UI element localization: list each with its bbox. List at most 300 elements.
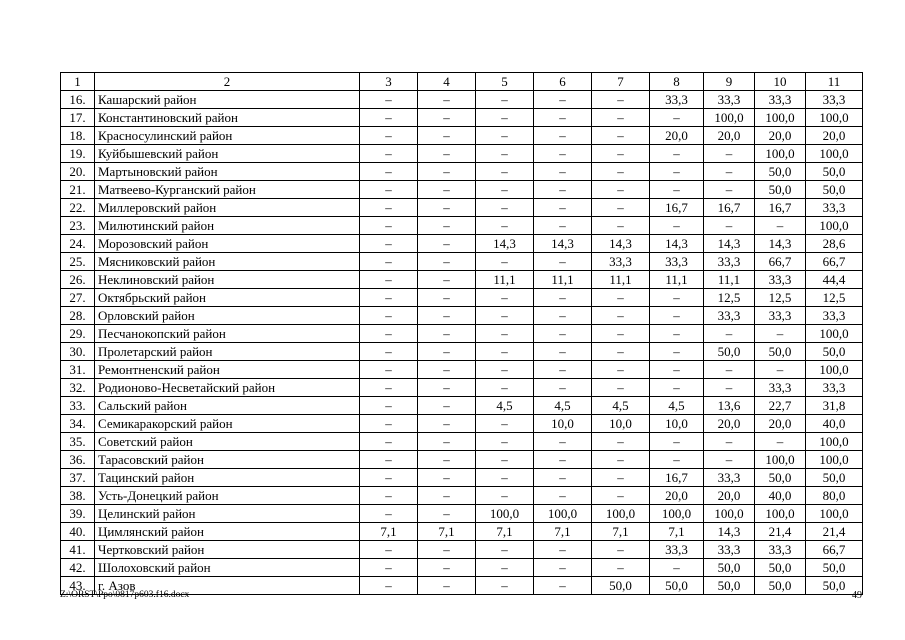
table-row <box>61 433 863 451</box>
value-cell: 50,0 <box>755 559 806 577</box>
value-cell: 100,0 <box>755 145 806 163</box>
district-name-cell: Морозовский район <box>95 235 360 253</box>
column-header-6: 6 <box>534 73 592 91</box>
value-cell: 7,1 <box>534 523 592 541</box>
row-number-cell: 29. <box>61 325 95 343</box>
value-cell: 13,6 <box>704 397 755 415</box>
value-cell: 100,0 <box>806 505 863 523</box>
row-number-cell: 41. <box>61 541 95 559</box>
district-name-cell: Куйбышевский район <box>95 145 360 163</box>
value-cell: 33,3 <box>806 307 863 325</box>
value-cell: 16,7 <box>650 199 704 217</box>
value-cell: – <box>360 361 418 379</box>
value-cell: 66,7 <box>806 541 863 559</box>
row-number-cell: 20. <box>61 163 95 181</box>
district-name-cell: г. Азов <box>95 577 360 595</box>
value-cell: – <box>592 289 650 307</box>
value-cell: – <box>534 541 592 559</box>
value-cell: – <box>755 217 806 235</box>
value-cell: – <box>476 487 534 505</box>
table-row <box>61 91 863 109</box>
value-cell: – <box>592 541 650 559</box>
value-cell: – <box>592 361 650 379</box>
table-row <box>61 415 863 433</box>
district-name-cell: Мясниковский район <box>95 253 360 271</box>
value-cell: 20,0 <box>704 415 755 433</box>
value-cell: – <box>592 325 650 343</box>
value-cell: – <box>755 361 806 379</box>
value-cell: – <box>360 433 418 451</box>
value-cell: – <box>755 433 806 451</box>
value-cell: 4,5 <box>476 397 534 415</box>
value-cell: – <box>534 253 592 271</box>
value-cell: – <box>360 199 418 217</box>
value-cell: – <box>418 253 476 271</box>
value-cell: – <box>360 577 418 595</box>
value-cell: 14,3 <box>592 235 650 253</box>
value-cell: – <box>360 181 418 199</box>
value-cell: – <box>360 91 418 109</box>
value-cell: – <box>534 433 592 451</box>
value-cell: 100,0 <box>704 109 755 127</box>
value-cell: – <box>592 487 650 505</box>
value-cell: – <box>418 343 476 361</box>
value-cell: 20,0 <box>650 127 704 145</box>
value-cell: – <box>360 379 418 397</box>
value-cell: – <box>418 415 476 433</box>
value-cell: – <box>418 559 476 577</box>
value-cell: 14,3 <box>650 235 704 253</box>
value-cell: 33,3 <box>755 541 806 559</box>
value-cell: 50,0 <box>806 343 863 361</box>
district-name-cell: Целинский район <box>95 505 360 523</box>
value-cell: 11,1 <box>650 271 704 289</box>
value-cell: – <box>476 469 534 487</box>
value-cell: – <box>418 163 476 181</box>
value-cell: 100,0 <box>534 505 592 523</box>
value-cell: – <box>360 415 418 433</box>
value-cell: – <box>418 145 476 163</box>
value-cell: – <box>418 505 476 523</box>
value-cell: 14,3 <box>704 523 755 541</box>
value-cell: 7,1 <box>476 523 534 541</box>
value-cell: 14,3 <box>476 235 534 253</box>
row-number-cell: 31. <box>61 361 95 379</box>
value-cell: – <box>592 217 650 235</box>
table-row <box>61 541 863 559</box>
value-cell: 31,8 <box>806 397 863 415</box>
value-cell: – <box>650 181 704 199</box>
table-row <box>61 289 863 307</box>
value-cell: – <box>534 559 592 577</box>
value-cell: 11,1 <box>592 271 650 289</box>
table-row <box>61 217 863 235</box>
value-cell: – <box>360 145 418 163</box>
value-cell: – <box>418 541 476 559</box>
value-cell: – <box>476 451 534 469</box>
value-cell: 100,0 <box>806 145 863 163</box>
value-cell: 7,1 <box>650 523 704 541</box>
value-cell: 14,3 <box>704 235 755 253</box>
value-cell: 40,0 <box>806 415 863 433</box>
value-cell: – <box>534 91 592 109</box>
value-cell: – <box>476 541 534 559</box>
value-cell: – <box>534 217 592 235</box>
value-cell: 50,0 <box>755 181 806 199</box>
table-row <box>61 451 863 469</box>
value-cell: – <box>418 433 476 451</box>
value-cell: 7,1 <box>418 523 476 541</box>
value-cell: – <box>592 199 650 217</box>
value-cell: – <box>592 127 650 145</box>
value-cell: – <box>476 577 534 595</box>
value-cell: – <box>534 307 592 325</box>
value-cell: – <box>650 289 704 307</box>
value-cell: – <box>704 217 755 235</box>
table-row <box>61 469 863 487</box>
value-cell: – <box>418 91 476 109</box>
column-header-4: 4 <box>418 73 476 91</box>
row-number-cell: 37. <box>61 469 95 487</box>
value-cell: 33,3 <box>704 541 755 559</box>
value-cell: 28,6 <box>806 235 863 253</box>
value-cell: – <box>476 253 534 271</box>
value-cell: – <box>418 487 476 505</box>
value-cell: – <box>418 397 476 415</box>
value-cell: – <box>476 217 534 235</box>
table-row <box>61 199 863 217</box>
value-cell: – <box>360 271 418 289</box>
table-row <box>61 397 863 415</box>
district-name-cell: Константиновский район <box>95 109 360 127</box>
value-cell: 20,0 <box>704 487 755 505</box>
row-number-cell: 21. <box>61 181 95 199</box>
table-row <box>61 559 863 577</box>
district-name-cell: Кашарский район <box>95 91 360 109</box>
district-name-cell: Чертковский район <box>95 541 360 559</box>
value-cell: 50,0 <box>755 469 806 487</box>
value-cell: – <box>650 433 704 451</box>
value-cell: 33,3 <box>755 379 806 397</box>
value-cell: – <box>704 379 755 397</box>
value-cell: – <box>534 361 592 379</box>
value-cell: 66,7 <box>755 253 806 271</box>
table-row <box>61 307 863 325</box>
row-number-cell: 35. <box>61 433 95 451</box>
value-cell: – <box>476 199 534 217</box>
district-name-cell: Тарасовский район <box>95 451 360 469</box>
value-cell: 100,0 <box>755 505 806 523</box>
table-row <box>61 361 863 379</box>
value-cell: 33,3 <box>704 469 755 487</box>
value-cell: 16,7 <box>755 199 806 217</box>
row-number-cell: 25. <box>61 253 95 271</box>
value-cell: – <box>476 127 534 145</box>
value-cell: 50,0 <box>806 559 863 577</box>
table-row <box>61 523 863 541</box>
value-cell: 80,0 <box>806 487 863 505</box>
value-cell: 33,3 <box>650 541 704 559</box>
value-cell: 66,7 <box>806 253 863 271</box>
value-cell: – <box>360 505 418 523</box>
value-cell: – <box>592 433 650 451</box>
value-cell: – <box>650 343 704 361</box>
table-row <box>61 127 863 145</box>
value-cell: 50,0 <box>806 577 863 595</box>
value-cell: 100,0 <box>806 217 863 235</box>
value-cell: 50,0 <box>704 559 755 577</box>
value-cell: – <box>476 325 534 343</box>
value-cell: – <box>534 127 592 145</box>
district-name-cell: Родионово-Несветайский район <box>95 379 360 397</box>
value-cell: 33,3 <box>755 271 806 289</box>
value-cell: – <box>476 163 534 181</box>
value-cell: – <box>592 163 650 181</box>
district-name-cell: Цимлянский район <box>95 523 360 541</box>
value-cell: 100,0 <box>755 109 806 127</box>
value-cell: 33,3 <box>806 379 863 397</box>
value-cell: – <box>360 343 418 361</box>
row-number-cell: 38. <box>61 487 95 505</box>
row-number-cell: 33. <box>61 397 95 415</box>
row-number-cell: 34. <box>61 415 95 433</box>
value-cell: – <box>360 217 418 235</box>
value-cell: 100,0 <box>704 505 755 523</box>
value-cell: – <box>592 145 650 163</box>
value-cell: 100,0 <box>755 451 806 469</box>
value-cell: – <box>476 433 534 451</box>
value-cell: 4,5 <box>534 397 592 415</box>
value-cell: 100,0 <box>806 433 863 451</box>
district-name-cell: Ремонтненский район <box>95 361 360 379</box>
table-header-row <box>61 73 863 91</box>
value-cell: 14,3 <box>755 235 806 253</box>
table-row <box>61 145 863 163</box>
value-cell: 50,0 <box>650 577 704 595</box>
value-cell: 44,4 <box>806 271 863 289</box>
value-cell: – <box>360 451 418 469</box>
value-cell: 33,3 <box>650 253 704 271</box>
value-cell: 4,5 <box>650 397 704 415</box>
row-number-cell: 18. <box>61 127 95 145</box>
value-cell: – <box>360 559 418 577</box>
value-cell: – <box>476 109 534 127</box>
value-cell: – <box>704 451 755 469</box>
value-cell: – <box>418 577 476 595</box>
value-cell: – <box>360 109 418 127</box>
row-number-cell: 27. <box>61 289 95 307</box>
value-cell: 33,3 <box>704 307 755 325</box>
value-cell: – <box>418 217 476 235</box>
row-number-cell: 32. <box>61 379 95 397</box>
row-number-cell: 24. <box>61 235 95 253</box>
value-cell: – <box>476 559 534 577</box>
value-cell: 11,1 <box>704 271 755 289</box>
value-cell: – <box>534 109 592 127</box>
value-cell: – <box>650 451 704 469</box>
value-cell: – <box>592 181 650 199</box>
value-cell: 50,0 <box>592 577 650 595</box>
value-cell: 4,5 <box>592 397 650 415</box>
table-row <box>61 181 863 199</box>
column-header-11: 11 <box>806 73 863 91</box>
value-cell: – <box>418 127 476 145</box>
value-cell: – <box>476 343 534 361</box>
value-cell: – <box>476 379 534 397</box>
value-cell: 12,5 <box>704 289 755 307</box>
district-name-cell: Семикаракорский район <box>95 415 360 433</box>
value-cell: – <box>650 325 704 343</box>
value-cell: – <box>534 325 592 343</box>
value-cell: – <box>418 379 476 397</box>
column-header-2: 2 <box>95 73 360 91</box>
value-cell: – <box>476 415 534 433</box>
value-cell: – <box>592 469 650 487</box>
value-cell: 40,0 <box>755 487 806 505</box>
value-cell: – <box>592 91 650 109</box>
row-number-cell: 30. <box>61 343 95 361</box>
row-number-cell: 40. <box>61 523 95 541</box>
value-cell: 11,1 <box>476 271 534 289</box>
table-row <box>61 253 863 271</box>
value-cell: 7,1 <box>592 523 650 541</box>
value-cell: – <box>704 433 755 451</box>
value-cell: – <box>592 559 650 577</box>
value-cell: 21,4 <box>806 523 863 541</box>
row-number-cell: 17. <box>61 109 95 127</box>
district-name-cell: Пролетарский район <box>95 343 360 361</box>
row-number-cell: 16. <box>61 91 95 109</box>
value-cell: 50,0 <box>806 163 863 181</box>
district-name-cell: Советский район <box>95 433 360 451</box>
value-cell: 14,3 <box>534 235 592 253</box>
column-header-10: 10 <box>755 73 806 91</box>
district-name-cell: Миллеровский район <box>95 199 360 217</box>
value-cell: – <box>534 181 592 199</box>
value-cell: – <box>650 163 704 181</box>
value-cell: 33,3 <box>755 91 806 109</box>
value-cell: – <box>534 487 592 505</box>
value-cell: – <box>476 91 534 109</box>
value-cell: 20,0 <box>806 127 863 145</box>
value-cell: 100,0 <box>592 505 650 523</box>
footer-file-path: Z:\ORST\Ppo\0817p603.f16.docx <box>60 590 190 600</box>
row-number-cell: 19. <box>61 145 95 163</box>
value-cell: 100,0 <box>806 361 863 379</box>
value-cell: – <box>476 361 534 379</box>
value-cell: – <box>592 343 650 361</box>
value-cell: – <box>360 307 418 325</box>
table-body <box>61 91 863 595</box>
column-header-3: 3 <box>360 73 418 91</box>
value-cell: – <box>360 289 418 307</box>
value-cell: – <box>592 379 650 397</box>
value-cell: – <box>360 163 418 181</box>
value-cell: – <box>418 361 476 379</box>
value-cell: – <box>360 253 418 271</box>
value-cell: 50,0 <box>806 469 863 487</box>
value-cell: 20,0 <box>755 415 806 433</box>
value-cell: 12,5 <box>806 289 863 307</box>
value-cell: – <box>755 325 806 343</box>
district-name-cell: Песчанокопский район <box>95 325 360 343</box>
value-cell: 50,0 <box>704 577 755 595</box>
row-number-cell: 39. <box>61 505 95 523</box>
value-cell: 100,0 <box>806 109 863 127</box>
value-cell: – <box>418 235 476 253</box>
value-cell: – <box>360 397 418 415</box>
value-cell: – <box>704 145 755 163</box>
value-cell: – <box>360 487 418 505</box>
district-name-cell: Тацинский район <box>95 469 360 487</box>
district-name-cell: Неклиновский район <box>95 271 360 289</box>
value-cell: – <box>360 469 418 487</box>
value-cell: – <box>418 181 476 199</box>
row-number-cell: 36. <box>61 451 95 469</box>
value-cell: 20,0 <box>704 127 755 145</box>
value-cell: – <box>360 541 418 559</box>
value-cell: – <box>592 109 650 127</box>
value-cell: – <box>360 127 418 145</box>
value-cell: 100,0 <box>806 451 863 469</box>
value-cell: 50,0 <box>755 163 806 181</box>
value-cell: 50,0 <box>704 343 755 361</box>
value-cell: 50,0 <box>755 577 806 595</box>
value-cell: – <box>650 109 704 127</box>
row-number-cell: 43. <box>61 577 95 595</box>
value-cell: – <box>418 271 476 289</box>
value-cell: – <box>534 145 592 163</box>
value-cell: – <box>534 163 592 181</box>
value-cell: 50,0 <box>806 181 863 199</box>
table-row <box>61 325 863 343</box>
value-cell: 12,5 <box>755 289 806 307</box>
value-cell: 33,3 <box>806 91 863 109</box>
value-cell: 33,3 <box>592 253 650 271</box>
value-cell: – <box>418 109 476 127</box>
table-row <box>61 163 863 181</box>
value-cell: – <box>418 289 476 307</box>
column-header-1: 1 <box>61 73 95 91</box>
district-name-cell: Красносулинский район <box>95 127 360 145</box>
district-name-cell: Мартыновский район <box>95 163 360 181</box>
value-cell: – <box>476 181 534 199</box>
district-name-cell: Октябрьский район <box>95 289 360 307</box>
value-cell: – <box>650 559 704 577</box>
value-cell: – <box>650 379 704 397</box>
value-cell: 21,4 <box>755 523 806 541</box>
value-cell: – <box>534 451 592 469</box>
district-name-cell: Орловский район <box>95 307 360 325</box>
value-cell: 7,1 <box>360 523 418 541</box>
district-name-cell: Матвеево-Курганский район <box>95 181 360 199</box>
value-cell: – <box>476 307 534 325</box>
value-cell: – <box>476 289 534 307</box>
value-cell: 33,3 <box>755 307 806 325</box>
value-cell: 16,7 <box>704 199 755 217</box>
column-header-9: 9 <box>704 73 755 91</box>
table-row <box>61 379 863 397</box>
value-cell: – <box>650 361 704 379</box>
value-cell: 33,3 <box>704 253 755 271</box>
value-cell: 16,7 <box>650 469 704 487</box>
row-number-cell: 22. <box>61 199 95 217</box>
value-cell: – <box>534 577 592 595</box>
value-cell: – <box>704 163 755 181</box>
column-header-7: 7 <box>592 73 650 91</box>
value-cell: – <box>418 325 476 343</box>
value-cell: – <box>534 343 592 361</box>
